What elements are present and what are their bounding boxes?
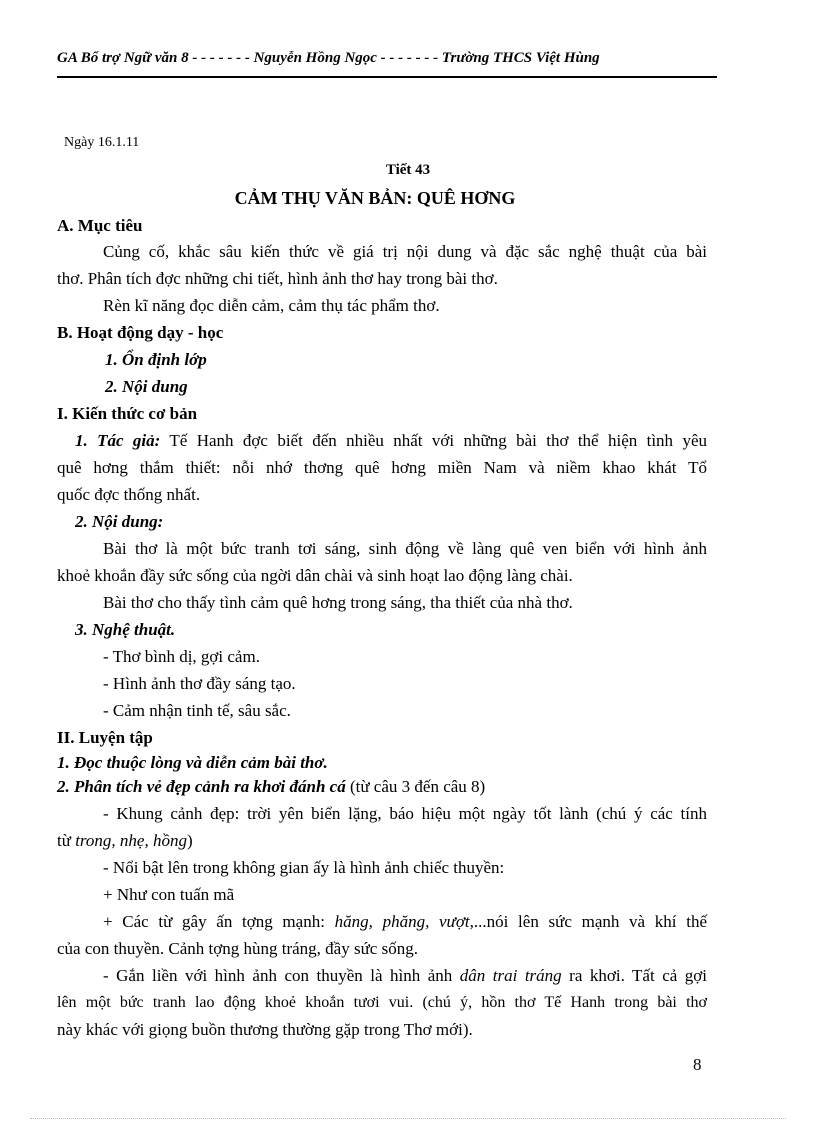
analysis-line: này khác với giọng buồn thương thường gặp trong Thơ mới). xyxy=(57,1020,473,1039)
author-text: Tế Hanh đợc biết đến nhiều nhất với những bài thơ thể hiện tình yêu xyxy=(160,431,707,450)
analysis-emphasis: hăng, phăng, vượt, xyxy=(334,912,474,931)
content-line: khoẻ khoắn đầy sức sống của ngời dân chài và sinh hoạt lao động làng chài. xyxy=(57,566,573,585)
analysis-line xyxy=(57,830,193,852)
footer-rule xyxy=(30,1118,786,1119)
section-b-heading: B. Hoạt động dạy - học xyxy=(57,323,224,342)
analysis-line: - Nổi bật lên trong không gian ấy là hình ảnh chiếc thuyền: xyxy=(103,858,505,877)
analysis-emphasis: trong, nhẹ, hồng xyxy=(75,831,187,850)
section-a-heading: A. Mục tiêu xyxy=(57,216,143,235)
practice-item-note: (từ câu 3 đến câu 8) xyxy=(345,777,486,796)
content-line: Bài thơ cho thấy tình cảm quê hơng trong sáng, tha thiết của nhà thơ. xyxy=(103,593,573,612)
author-label: 1. Tác giả: xyxy=(75,431,161,450)
art-item: - Thơ bình dị, gợi cảm. xyxy=(103,647,260,666)
lesson-title: CẢM THỤ VĂN BẢN: QUÊ HƠNG xyxy=(234,188,516,208)
analysis-text: ...nói lên sức mạnh và khí thế xyxy=(473,912,707,931)
page-number: 8 xyxy=(693,1055,702,1074)
author-line: quốc đợc thống nhất. xyxy=(57,485,201,504)
section-b-item: 2. Nội dung xyxy=(105,377,188,396)
part-2-heading: II. Luyện tập xyxy=(57,728,153,747)
analysis-text: - Gắn liền với hình ảnh con thuyền là hình ảnh xyxy=(103,966,460,985)
art-item: - Cảm nhận tinh tế, sâu sắc. xyxy=(103,701,291,720)
part-1-heading: I. Kiến thức cơ bản xyxy=(57,404,198,423)
analysis-line xyxy=(103,965,707,987)
content-label: 2. Nội dung: xyxy=(75,512,164,531)
analysis-line: + Như con tuấn mã xyxy=(103,885,235,904)
header-rule xyxy=(57,76,717,78)
analysis-text: từ xyxy=(57,831,76,850)
art-item: - Hình ảnh thơ đầy sáng tạo. xyxy=(103,674,296,693)
practice-item xyxy=(57,776,485,798)
analysis-line: - Khung cảnh đẹp: trời yên biển lặng, báo hiệu một ngày tốt lành (chú ý các tính xyxy=(103,804,707,823)
analysis-emphasis: dân trai tráng xyxy=(459,966,562,985)
analysis-text: + Các từ gây ấn tợng mạnh: xyxy=(103,912,335,931)
objective-line: thơ. Phân tích đợc những chi tiết, hình ảnh thơ hay trong bài thơ. xyxy=(57,269,498,288)
author-line: quê hơng thắm thiết: nỗi nhớ thơng quê hơng miền Nam và niềm khao khát Tổ xyxy=(57,458,707,477)
analysis-text: ra khơi. Tất cả gợi xyxy=(561,966,707,985)
objective-line: Củng cố, khắc sâu kiến thức về giá trị nội dung và đặc sắc nghệ thuật của bài xyxy=(103,242,707,261)
analysis-line xyxy=(103,911,707,933)
practice-item-label: 2. Phân tích vẻ đẹp cảnh ra khơi đánh cá xyxy=(57,777,346,796)
author-line xyxy=(75,430,707,452)
running-header: GA Bổ trợ Ngữ văn 8 - - - - - - - Nguyễn Hồng Ngọc - - - - - - - Trường THCS Việt Hùng xyxy=(57,50,600,66)
analysis-line: của con thuyền. Cảnh tợng hùng tráng, đầy sức sống. xyxy=(57,939,418,958)
analysis-line: lên một bức tranh lao động khoẻ khoắn tươi vui. (chú ý, hồn thơ Tế Hanh trong bài thơ xyxy=(57,994,707,1011)
lesson-date: Ngày 16.1.11 xyxy=(64,135,140,150)
objective-line: Rèn kĩ năng đọc diễn cảm, cảm thụ tác phẩm thơ. xyxy=(103,296,440,315)
content-line: Bài thơ là một bức tranh tơi sáng, sinh động về làng quê ven biển với hình ảnh xyxy=(103,539,707,558)
section-b-item: 1. Ổn định lớp xyxy=(105,350,207,369)
lesson-number: Tiết 43 xyxy=(385,162,431,178)
art-label: 3. Nghệ thuật. xyxy=(75,620,176,639)
analysis-text: ) xyxy=(186,831,193,850)
practice-item: 1. Đọc thuộc lòng và diễn cảm bài thơ. xyxy=(57,753,328,772)
